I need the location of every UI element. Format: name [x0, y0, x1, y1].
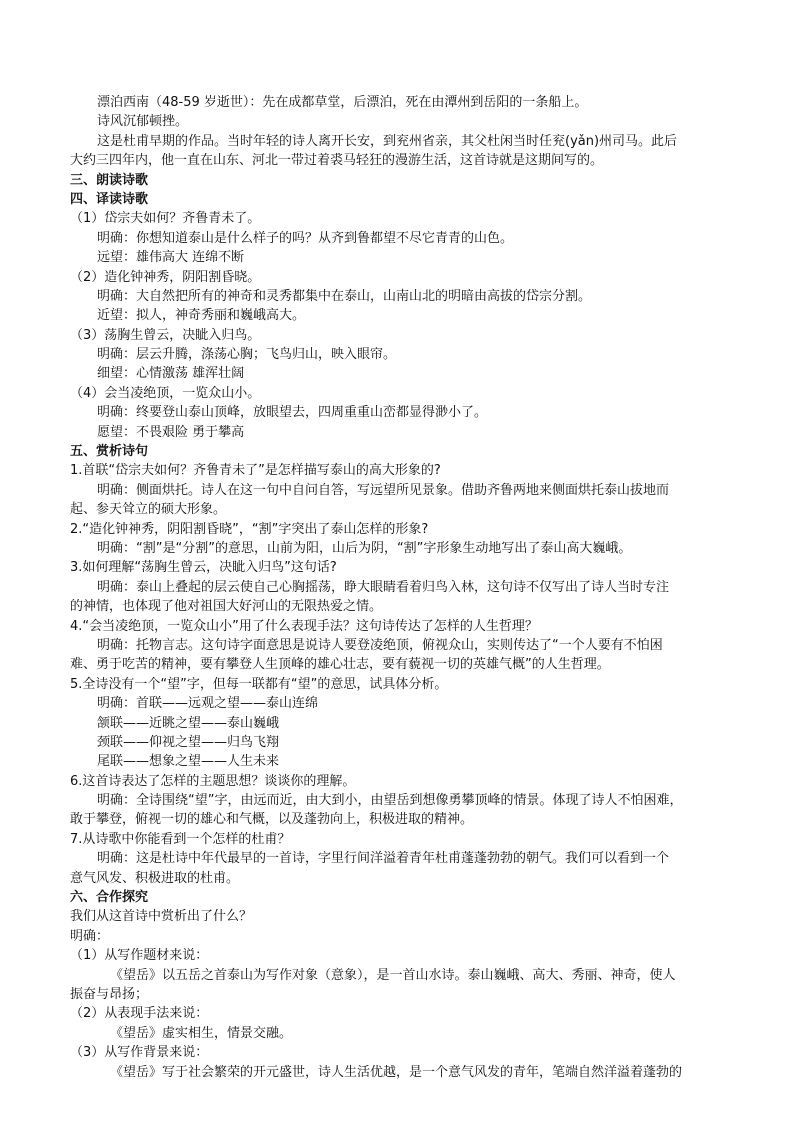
text-line: （2）从表现手法来说：: [70, 1006, 209, 1022]
text-line: 明确：层云升腾，涤荡心胸；飞鸟归山，映入眼帘。: [97, 347, 397, 363]
text-line: 明确：: [70, 928, 110, 944]
text-line: （2）造化钟神秀，阴阳割昏晓。: [70, 269, 261, 285]
text-line: 颈联——仰视之望——归鸟飞翔: [97, 734, 280, 750]
text-line: （3）荡胸生曾云，决眦入归鸟。: [70, 327, 261, 343]
text-line: 意气风发、积极进取的杜甫。: [70, 870, 240, 886]
text-line: （4）会当凌绝顶，一览众山小。: [70, 385, 261, 401]
text-line: 明确：首联——远观之望——泰山连绵: [97, 696, 319, 712]
text-line: 漂泊西南（48-59 岁逝世）：先在成都草堂，后漂泊，死在由潭州到岳阳的一条船上。: [97, 95, 588, 110]
text-line: 5.全诗没有一个“望”字，但每一联都有“望”的意思，试具体分析。: [70, 676, 448, 692]
section-heading: 三、朗读诗歌: [70, 172, 149, 188]
text-line: （1）从写作题材来说：: [70, 948, 209, 964]
text-line: 7.从诗歌中你能看到一个怎样的杜甫？: [70, 831, 291, 847]
text-line: 细望：心情激荡 雄浑壮阔: [97, 366, 245, 382]
text-line: 明确：大自然把所有的神奇和灵秀都集中在泰山，山南山北的明暗由高拔的岱宗分割。: [97, 288, 592, 304]
text-line: 起、参天耸立的硕大形象。: [70, 502, 227, 518]
text-line: 愿望：不畏艰险 勇于攀高: [97, 424, 245, 440]
text-line: 明确：“割”是“分割”的意思，山前为阳，山后为阴，“割”字形象生动地写出了泰山高大巍峨。: [97, 540, 632, 556]
text-line: 尾联——想象之望——人生未来: [97, 754, 280, 770]
text-line: 6.这首诗表达了怎样的主题思想？谈谈你的理解。: [70, 773, 356, 789]
text-line: （1）岱宗夫如何？齐鲁青未了。: [70, 211, 261, 227]
text-line: 近望：拟人，神奇秀丽和巍峨高大。: [97, 308, 306, 324]
text-line: （3）从写作背景来说：: [70, 1045, 209, 1061]
text-line: 《望岳》以五岳之首泰山为写作对象（意象），是一首山水诗。泰山巍峨、高大、秀丽、神奇，使人: [110, 967, 676, 983]
text-line: 远望：雄伟高大 连绵不断: [97, 250, 245, 266]
text-line: 这是杜甫早期的作品。当时年轻的诗人离开长安，到兖州省亲，其父杜闲当时任兖(yǎn)州司马。此后: [97, 133, 678, 149]
text-line: 难、勇于吃苦的精神，要有攀登人生顶峰的雄心壮志，要有藐视一切的英雄气概”的人生哲理。: [70, 657, 610, 673]
text-line: 《望岳》虚实相生，情景交融。: [110, 1025, 293, 1041]
section-heading: 四、译读诗歌: [70, 191, 149, 207]
text-line: 明确：泰山上叠起的层云使自己心胸摇荡，睁大眼睛看着归鸟入林，这句诗不仅写出了诗人当时专注: [97, 579, 670, 595]
text-line: 明确：全诗围绕“望”字，由远而近，由大到小，由望岳到想像勇攀顶峰的情景。体现了诗人不怕困难，: [97, 793, 683, 809]
text-line: 我们从这首诗中赏析出了什么？: [70, 909, 253, 925]
text-line: 诗风沉郁顿挫。: [97, 114, 189, 130]
text-line: 3.如何理解“荡胸生曾云，决眦入归鸟”这句话?: [70, 560, 337, 576]
text-line: 1.首联“岱宗夫如何？齐鲁青未了”是怎样描写泰山的高大形象的?: [70, 463, 441, 479]
text-line: 敢于攀登，俯视一切的雄心和气概，以及蓬勃向上，积极进取的精神。: [70, 812, 474, 828]
text-line: 2.“造化钟神秀，阴阳割昏晓”，“割”字突出了泰山怎样的形象?: [70, 521, 429, 537]
text-line: 明确：侧面烘托。诗人在这一句中自问自答，写远望所见景象。借助齐鲁两地来侧面烘托泰山拔地而: [97, 482, 670, 498]
section-heading: 五、赏析诗句: [70, 444, 149, 460]
text-line: 明确：这是杜诗中年代最早的一首诗，字里行间洋溢着青年杜甫蓬蓬勃勃的朝气。我们可以看到一个: [97, 851, 670, 867]
text-line: 的神情，也体现了他对祖国大好河山的无限热爱之情。: [70, 599, 383, 615]
document-body: [70, 93, 725, 1082]
text-line: 明确：你想知道泰山是什么样子的吗？从齐到鲁都望不尽它青青的山色。: [97, 230, 514, 246]
text-line: 振奋与昂扬；: [70, 986, 149, 1002]
text-line: 大约三四年内，他一直在山东、河北一带过着裘马轻狂的漫游生活，这首诗就是这期间写的。: [70, 153, 604, 169]
text-line: 4.“会当凌绝顶，一览众山小”用了什么表现手法？这句诗传达了怎样的人生哲理？: [70, 618, 538, 634]
text-line: 《望岳》写于社会繁荣的开元盛世，诗人生活优越，是一个意气风发的青年，笔端自然洋溢着蓬勃的: [110, 1064, 683, 1080]
section-heading: 六、合作探究: [70, 890, 149, 906]
text-line: 明确：终要登山泰山顶峰，放眼望去，四周重重山峦都显得渺小了。: [97, 405, 488, 421]
text-line: 明确：托物言志。这句诗字面意思是说诗人要登凌绝顶，俯视众山，实则传达了“一个人要有不怕困: [97, 637, 663, 653]
text-line: 颔联——近眺之望——泰山巍峨: [97, 715, 280, 731]
